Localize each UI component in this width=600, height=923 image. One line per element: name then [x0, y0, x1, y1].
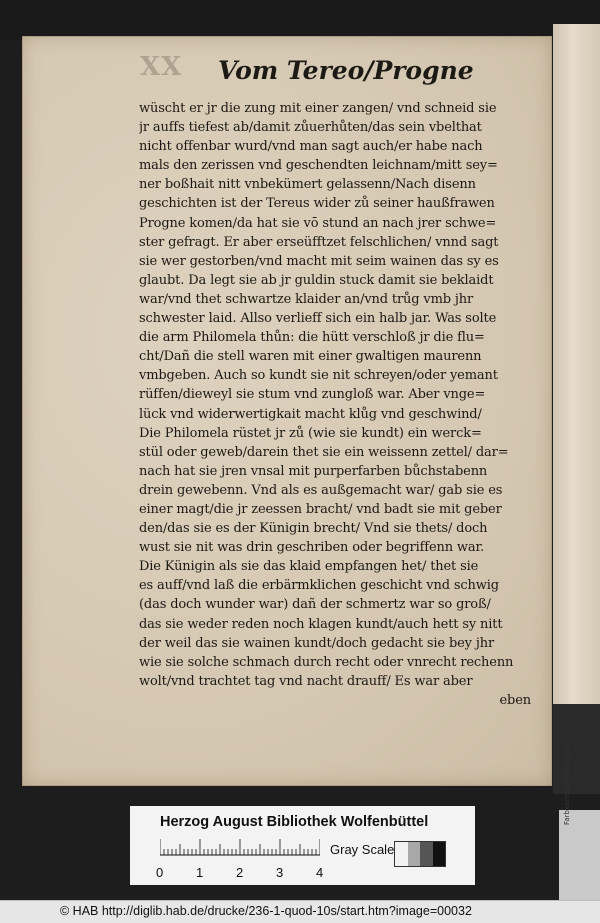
gray-scale-label: Gray Scale	[330, 842, 395, 857]
text-line: cht/Dañ die stell waren mit einer gwaltigen maurenn	[139, 349, 482, 365]
text-line: mals den zerissen vnd geschendten leichnam/mitt sey=	[139, 158, 498, 174]
page-body-text	[139, 99, 531, 710]
text-line: war/vnd thet schwartze klaider an/vnd trůg vmb jhr	[139, 291, 474, 307]
text-line: der weil das sie wainen kundt/doch gedacht sie bey jhr	[139, 635, 495, 651]
folio-number: XX	[140, 52, 183, 82]
ruler-number: 2	[236, 865, 244, 880]
scan-background-top	[0, 0, 600, 40]
text-line: wie sie solche schmach durch recht oder vnrecht rechenn	[139, 654, 514, 670]
text-line: wust sie nit was drin geschriben oder begriffenn war.	[139, 540, 485, 556]
measurement-ruler	[160, 838, 320, 856]
gray-scale-bar	[394, 841, 446, 867]
side-card-label: Farbkarte Wolfenbüttel	[563, 745, 571, 825]
facing-page-edge	[553, 24, 600, 704]
text-line: geschichten ist der Tereus wider zů seiner haußfrawen	[139, 196, 495, 212]
text-line: Die Künigin als sie das klaid empfangen het/ thet sie	[139, 559, 479, 575]
gray-step	[433, 842, 446, 866]
text-line: ner boßhait nitt vnbekümert gelassenn/Nach disenn	[139, 177, 476, 193]
ruler-number: 1	[196, 865, 204, 880]
text-line: stül oder geweb/darein thet sie ein weissenn zettel/ dar=	[139, 444, 509, 460]
text-line: eben	[499, 692, 531, 708]
text-line: lück vnd widerwertigkait macht klůg vnd geschwind/	[139, 406, 482, 422]
library-name: Herzog August Bibliothek Wolfenbüttel	[160, 814, 429, 830]
text-line: (das doch wunder war) dañ der schmertz war so groß/	[139, 597, 491, 613]
ruler-number: 0	[156, 865, 164, 880]
text-line: vmbgeben. Auch so kundt sie nit schreyen/oder yemant	[139, 368, 498, 384]
ruler-number: 4	[316, 865, 324, 880]
ruler-number: 3	[276, 865, 284, 880]
gray-step	[420, 842, 433, 866]
text-line: jr auffs tiefest ab/damit zůuerhůten/das sein vbelthat	[139, 120, 482, 136]
footer-copyright-link[interactable]: © HAB http://diglib.hab.de/drucke/236-1-quod-10s/start.htm?image=00032	[60, 904, 472, 918]
text-line: sie wer gestorben/vnd macht mit seim wainen das sy es	[139, 253, 499, 269]
text-line: ster gefragt. Er aber erseüfftzet felschlichen/ vnnd sagt	[139, 234, 499, 250]
text-line: drein gewebenn. Vnd als es außgemacht war/ gab sie es	[139, 482, 503, 498]
text-line: wüscht er jr die zung mit einer zangen/ vnd schneid sie	[139, 101, 497, 116]
text-line: Progne komen/da hat sie vō stund an nach jrer schwe=	[139, 215, 497, 231]
gray-step	[408, 842, 421, 866]
text-line: das sie weder reden noch klagen kundt/auch hett sy nitt	[139, 616, 503, 632]
text-line: nach hat sie jren vnsal mit purperfarben bůchstabenn	[139, 463, 488, 479]
gray-step	[395, 842, 408, 866]
text-line: die arm Philomela thůn: die hütt verschloß jr die flu=	[139, 330, 485, 346]
scan-background-right	[553, 704, 600, 794]
text-line: nicht offenbar wurd/vnd man sagt auch/er habe nach	[139, 139, 483, 155]
running-head: Vom Tereo/Progne	[218, 56, 474, 85]
text-line: glaubt. Da legt sie ab jr guldin stuck damit sie beklaidt	[139, 272, 494, 288]
text-line: den/das sie es der Künigin brecht/ Vnd sie thets/ doch	[139, 521, 488, 537]
text-line: rüffen/dieweyl sie stum vnd zungloß war. Aber vnge=	[139, 387, 486, 403]
text-line: es auff/vnd laß die erbärmklichen geschicht vnd schwig	[139, 578, 499, 594]
text-line: Die Philomela rüstet jr zů (wie sie kundt) ein werck=	[139, 425, 482, 441]
text-line: wolt/vnd trachtet tag vnd nacht drauff/ Es war aber	[139, 673, 473, 689]
text-line: einer magt/die jr zeessen bracht/ vnd badt sie mit geber	[139, 501, 502, 517]
text-line: schwester laid. Allso verlieff sich ein halb jar. Was solte	[139, 311, 497, 327]
